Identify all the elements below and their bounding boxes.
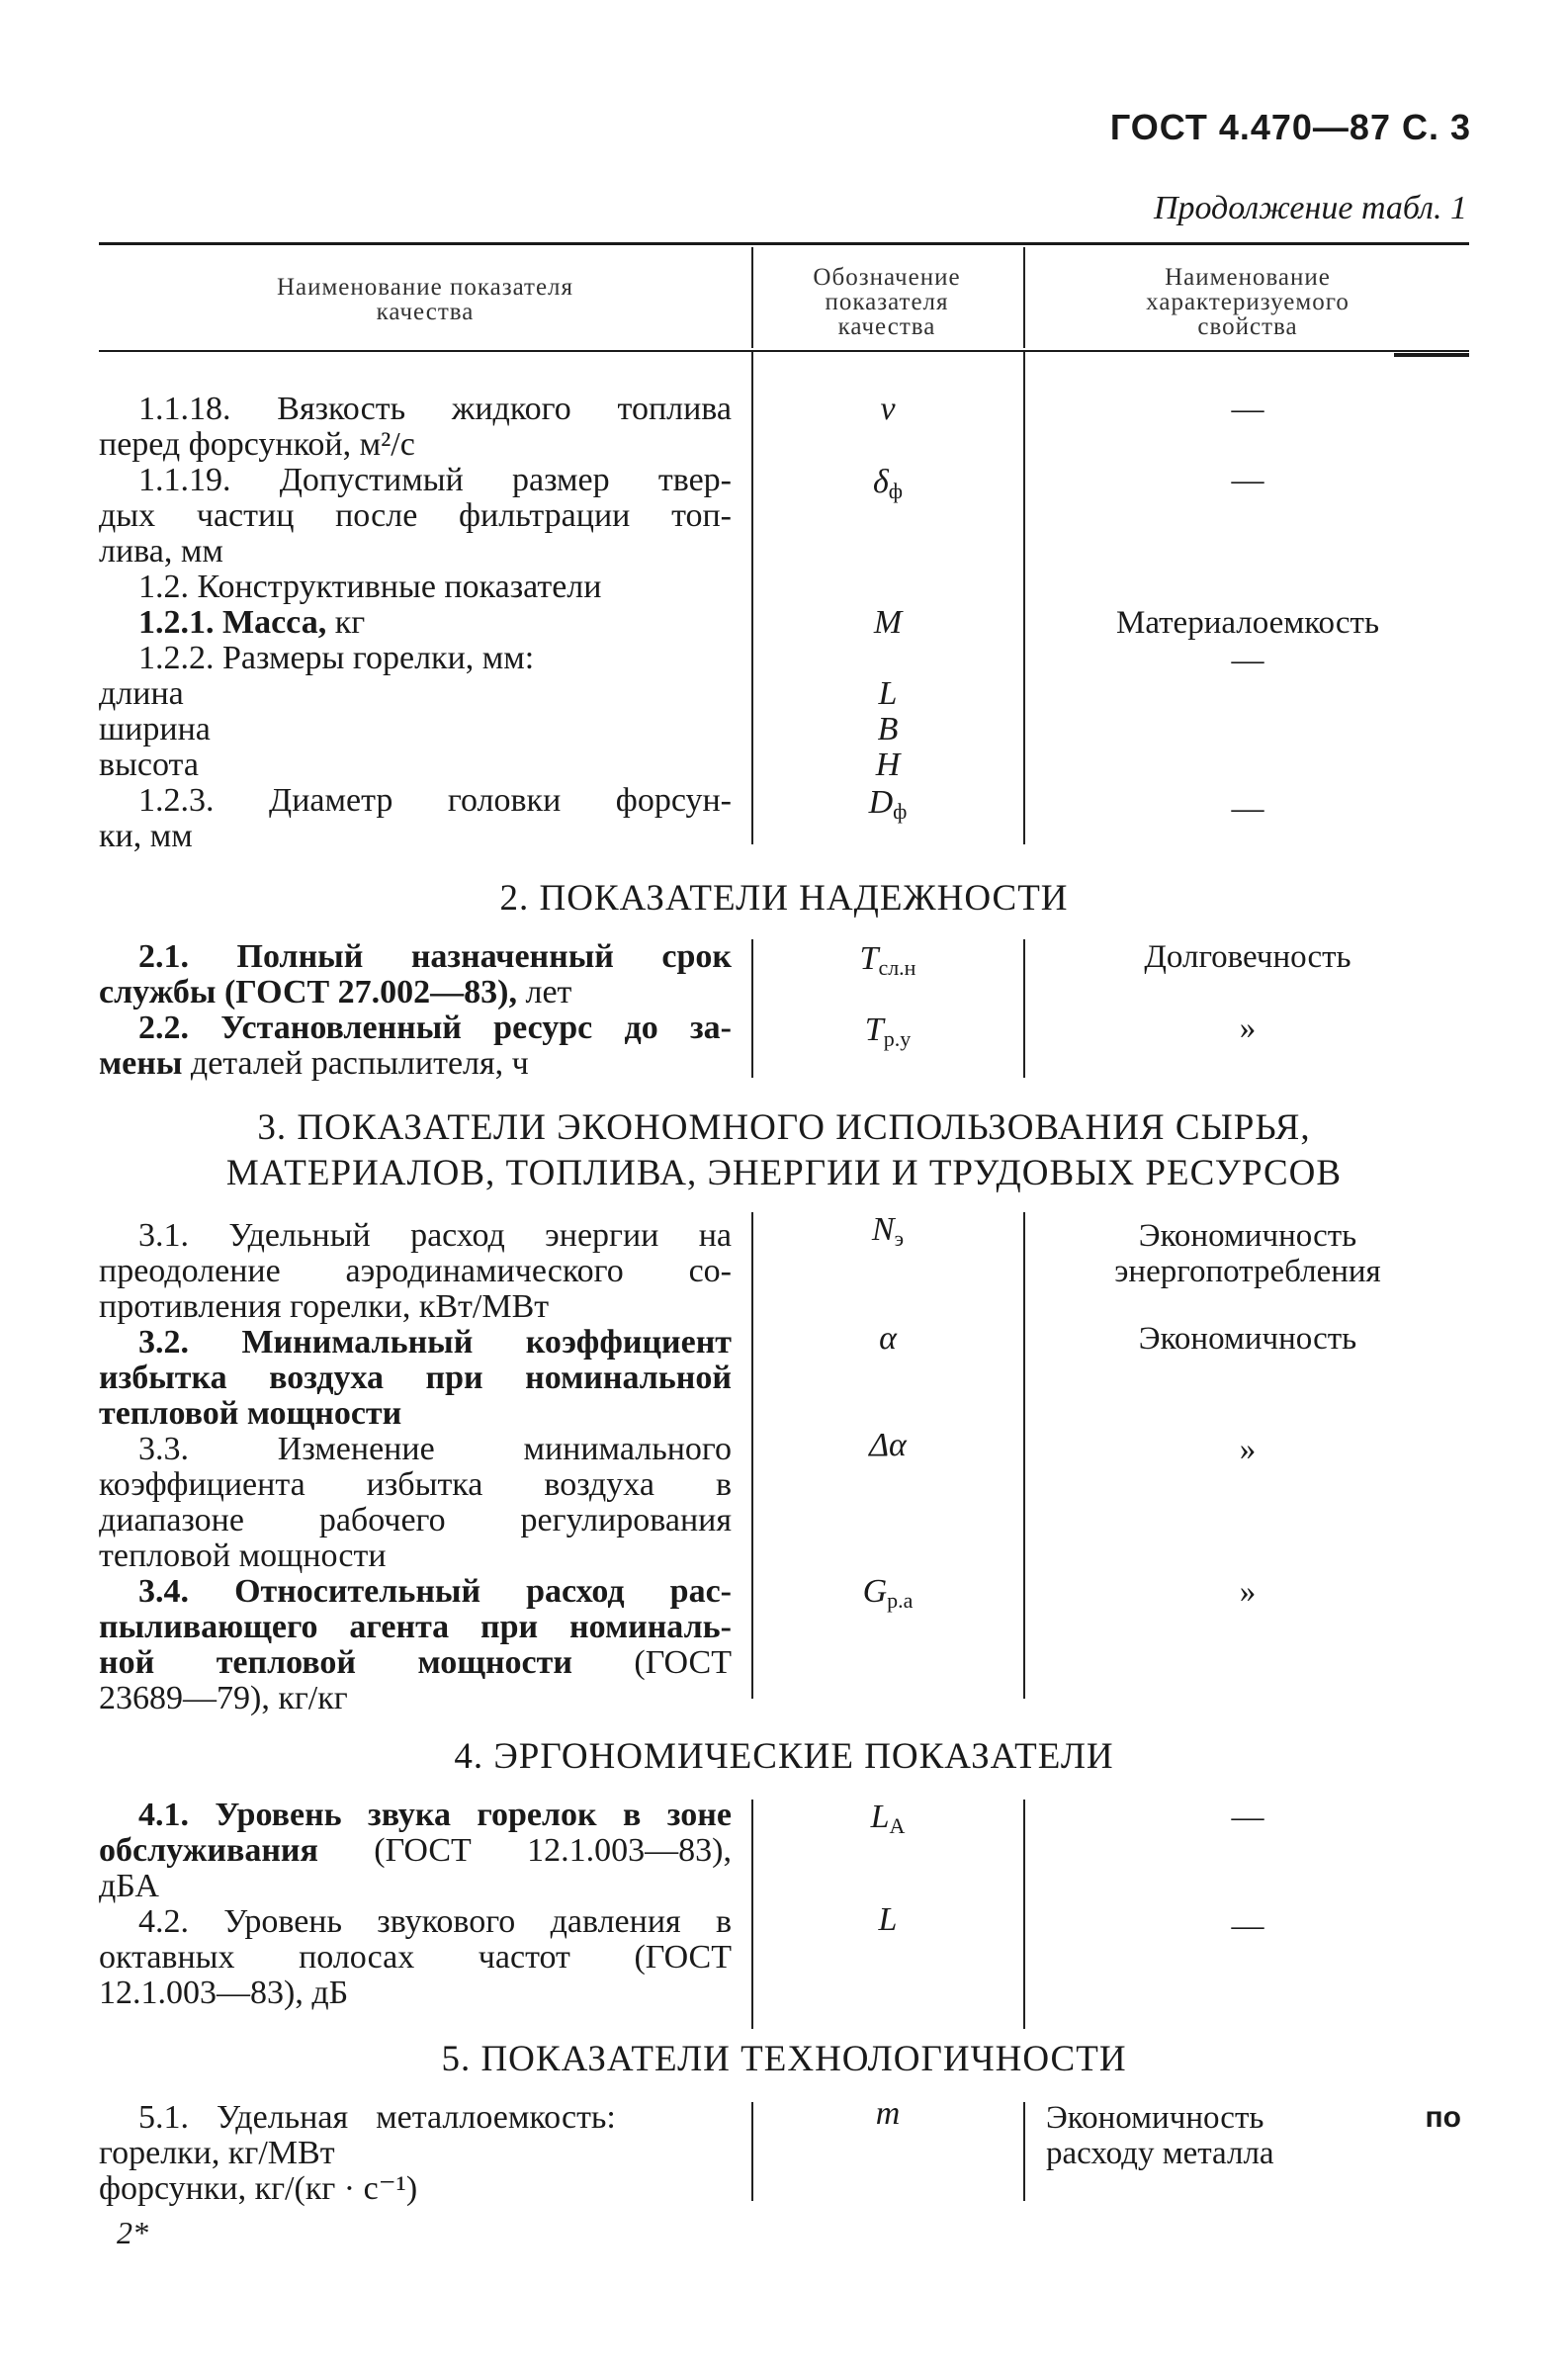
symbol-service-life: $T_{сл.н}$ (859, 940, 916, 980)
row-2-1-line2: службы (ГОСТ 27.002—83), лет (99, 974, 572, 1010)
property-dash: — (1231, 463, 1264, 498)
header-bottom-rule-thick (1394, 353, 1469, 357)
row-1-2-1: 1.2.1. Масса, кг (138, 604, 366, 641)
symbol-width: B (877, 711, 899, 747)
block1-divider-1 (751, 352, 753, 844)
symbol-air-excess: α (879, 1320, 897, 1357)
header-bottom-rule (99, 350, 1469, 352)
symbol-resource: $T_{р.у}$ (864, 1011, 912, 1051)
symbol-energy-consumption: $N_э$ (871, 1211, 905, 1251)
row-3-3-line1: 3.3. Изменение минимального (138, 1431, 732, 1467)
symbol-metal-intensity: m (875, 2095, 901, 2132)
dimension-height: высота (99, 747, 199, 783)
section-4-divider-1 (751, 1800, 753, 2029)
row-3-3-line3: диапазоне рабочего регулирования (99, 1502, 732, 1538)
table-continuation-label: Продолжение табл. 1 (1153, 190, 1467, 226)
row-5-1-line2: горелки, кг/МВт (99, 2135, 335, 2171)
property-ditto: » (1239, 1432, 1257, 1467)
row-1-1-19-line1: 1.1.19. Допустимый размер твер- (138, 462, 732, 498)
property-durability: Долговечность (1144, 939, 1351, 975)
property-metal-economy-line1: Экономичность по (1046, 2100, 1461, 2136)
section-2-divider-2 (1023, 939, 1025, 1078)
row-2-2-line1: 2.2. Установленный ресурс до за- (138, 1010, 732, 1046)
symbol-nozzle-diameter: $D_ф$ (868, 784, 908, 824)
section-3-title-line1: 3. ПОКАЗАТЕЛИ ЭКОНОМНОГО ИСПОЛЬЗОВАНИЯ СЫРЬЯ, (257, 1107, 1311, 1148)
row-1-2-3-line2: ки, мм (99, 818, 193, 854)
symbol-length: L (878, 675, 898, 712)
row-3-3-line2: коэффициента избытка воздуха в (99, 1466, 732, 1503)
row-4-1-line1: 4.1. Уровень звука горелок в зоне (138, 1797, 732, 1833)
row-1-1-18-line2: перед форсункой, м²/с (99, 426, 415, 463)
row-3-1-line3: противления горелки, кВт/МВт (99, 1288, 550, 1325)
row-3-2-line1: 3.2. Минимальный коэффициент (138, 1324, 732, 1361)
property-energy-efficiency-line2: энергопотребления (1114, 1254, 1381, 1289)
section-5-divider-2 (1023, 2102, 1025, 2201)
property-metal-economy-line2: расходу металла (1046, 2136, 1274, 2171)
symbol-viscosity: ν (880, 391, 896, 427)
row-3-4-line4: 23689—79), кг/кг (99, 1680, 348, 1716)
section-4-title: 4. ЭРГОНОМИЧЕСКИЕ ПОКАЗАТЕЛИ (454, 1736, 1114, 1777)
property-dash: — (1231, 791, 1264, 827)
symbol-mass: M (873, 604, 903, 641)
property-dash: — (1231, 1908, 1264, 1944)
header-col-property: Наименование характеризуемого свойства (1146, 264, 1350, 340)
property-dash: — (1231, 392, 1264, 427)
symbol-air-excess-change: Δα (869, 1427, 907, 1463)
header-col-symbol: Обозначение показателя качества (813, 264, 961, 340)
row-1-1-19-line2: дых частиц после фильтрации топ- (99, 497, 732, 534)
row-4-2-line2: октавных полосах частот (ГОСТ (99, 1939, 732, 1976)
property-dash: — (1231, 643, 1264, 678)
row-3-2-line2: избытка воздуха при номинальной (99, 1360, 732, 1396)
section-3-divider-1 (751, 1212, 753, 1699)
row-3-4-line3: ной тепловой мощности (ГОСТ (99, 1644, 732, 1681)
row-4-1-line3: дБА (99, 1868, 159, 1904)
row-3-4-line1: 3.4. Относительный расход рас- (138, 1573, 732, 1610)
row-3-3-line4: тепловой мощности (99, 1537, 387, 1574)
row-2-2-line2: мены деталей распылителя, ч (99, 1045, 529, 1082)
row-4-2-line3: 12.1.003—83), дБ (99, 1975, 349, 2011)
symbol-particle-size: $\delta_ф$ (872, 464, 904, 503)
symbol-sound-level: $L_A$ (870, 1799, 906, 1838)
property-energy-efficiency-line1: Экономичность (1138, 1218, 1357, 1254)
header-divider-1 (751, 247, 753, 348)
section-5-title: 5. ПОКАЗАТЕЛИ ТЕХНОЛОГИЧНОСТИ (441, 2039, 1127, 2079)
symbol-atomizing-agent: $G_{р.а}$ (862, 1573, 914, 1613)
row-2-1-line1: 2.1. Полный назначенный срок (138, 938, 732, 975)
row-1-2: 1.2. Конструктивные показатели (138, 569, 602, 605)
row-4-1-line2: обслуживания (ГОСТ 12.1.003—83), (99, 1832, 732, 1869)
row-3-2-line3: тепловой мощности (99, 1395, 402, 1432)
row-1-2-2: 1.2.2. Размеры горелки, мм: (138, 640, 535, 676)
row-3-4-line2: пыливающего агента при номиналь- (99, 1609, 732, 1645)
row-4-2-line1: 4.2. Уровень звукового давления в (138, 1903, 732, 1940)
section-3-title-line2: МАТЕРИАЛОВ, ТОПЛИВА, ЭНЕРГИИ И ТРУДОВЫХ РЕСУРСОВ (225, 1153, 1343, 1193)
row-3-1-line2: преодоление аэродинамического со- (99, 1253, 732, 1289)
row-1-2-3-line1: 1.2.3. Диаметр головки форсун- (138, 782, 732, 819)
row-3-1-line1: 3.1. Удельный расход энергии на (138, 1217, 732, 1254)
symbol-height: H (875, 747, 901, 783)
dimension-length: длина (99, 675, 184, 712)
row-5-1-line1: 5.1. Удельная металлоемкость: (138, 2099, 616, 2136)
symbol-sound-pressure: L (878, 1901, 898, 1938)
property-ditto: » (1239, 1010, 1257, 1046)
section-5-divider-1 (751, 2102, 753, 2201)
section-3-divider-2 (1023, 1212, 1025, 1699)
section-4-divider-2 (1023, 1800, 1025, 2029)
row-1-1-19-line3: лива, мм (99, 533, 223, 570)
page-signature-mark: 2* (117, 2215, 148, 2250)
row-5-1-line3: форсунки, кг/(кг · с⁻¹) (99, 2170, 418, 2207)
section-2-title: 2. ПОКАЗАТЕЛИ НАДЕЖНОСТИ (499, 878, 1069, 919)
row-1-1-18-line1: 1.1.18. Вязкость жидкого топлива (138, 391, 732, 427)
property-ditto: » (1239, 1574, 1257, 1610)
table-top-rule (99, 242, 1469, 245)
header-col-name: Наименование показателя качества (276, 274, 574, 325)
property-economy: Экономичность (1138, 1321, 1357, 1357)
header-divider-2 (1023, 247, 1025, 348)
property-material-intensity: Материалоемкость (1116, 605, 1379, 641)
property-dash: — (1231, 1800, 1264, 1835)
section-2-divider-1 (751, 939, 753, 1078)
block1-divider-2 (1023, 352, 1025, 844)
dimension-width: ширина (99, 711, 211, 747)
document-reference: ГОСТ 4.470—87 С. 3 (1109, 107, 1471, 147)
